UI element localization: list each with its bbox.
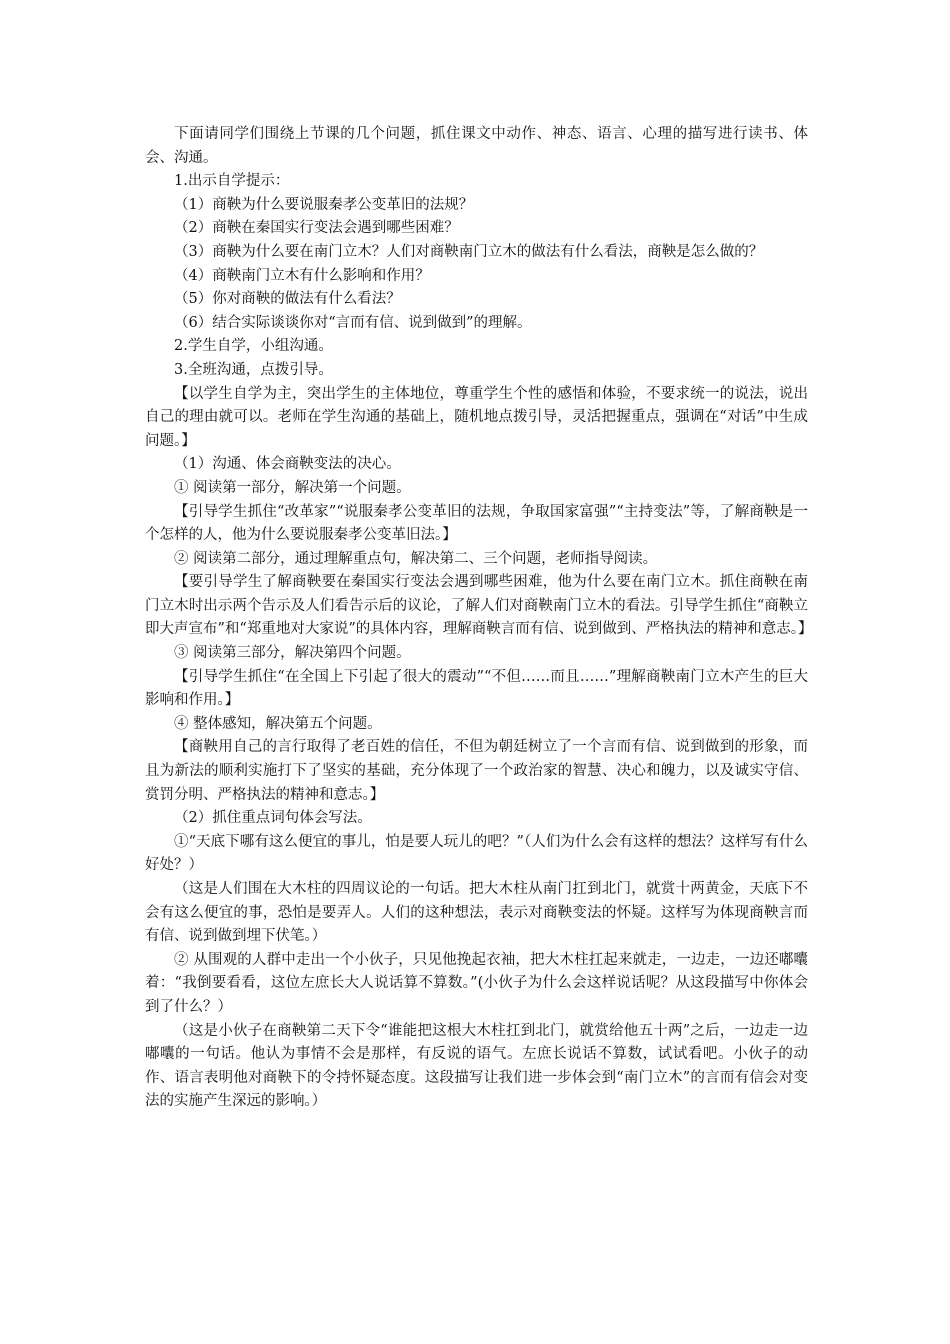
paragraph: ④ 整体感知，解决第五个问题。 bbox=[174, 715, 382, 732]
paragraph: （1）商鞅为什么要说服秦孝公变革旧的法规？ bbox=[174, 196, 474, 213]
paragraph: 【要引导学生了解商鞅要在秦国实行变法会遇到哪些困难，他为什么要在南门立木。抓住商鞅在南门立木时出示两个告示及人们看告示后的议论，了解人们对商鞅南门立木的看法。引导学生抓住“商鞅立即大声宣布”和“郑重地对大家说”的具体内容，理解商鞅言而有信、说到做到、严格执法的精神和意志。】 bbox=[145, 574, 813, 638]
paragraph: （这是小伙子在商鞅第二天下令“谁能把这根大木柱扛到北门，就赏给他五十两”之后，一边走一边嘟囔的一句话。他认为事情不会是那样，有反说的语气。左庶长说话不算数，试试看吧。小伙子的动作、语言表明他对商鞅下的令持怀疑态度。这段描写让我们进一步体会到“南门立木”的言而有信会对变法的实施产生深远的影响。） bbox=[145, 1022, 808, 1110]
paragraph: （2）抓住重点词句体会写法。 bbox=[174, 810, 372, 827]
paragraph: （2）商鞅在秦国实行变法会遇到哪些困难？ bbox=[174, 220, 459, 237]
paragraph: ①“天底下哪有这么便宜的事儿，怕是要人玩儿的吧？”（人们为什么会有这样的想法？这样写有什么好处？） bbox=[145, 833, 808, 874]
paragraph: 【引导学生抓住“改革家”“说服秦孝公变革旧的法规，争取国家富强”“主持变法”等，了解商鞅是一个怎样的人，他为什么要说服秦孝公变革旧法。】 bbox=[145, 503, 808, 544]
paragraph: （1）沟通、体会商鞅变法的决心。 bbox=[174, 456, 401, 473]
paragraph: 1.出示自学提示： bbox=[174, 173, 290, 190]
paragraph: （6）结合实际谈谈你对“言而有信、说到做到”的理解。 bbox=[174, 314, 532, 331]
paragraph: （这是人们围在大木柱的四周议论的一句话。把大木柱从南门扛到北门，就赏十两黄金，天底下不会有这么便宜的事，恐怕是要弄人。人们的这种想法，表示对商鞅变法的怀疑。这样写为体现商鞅言而有信、说到做到埋下伏笔。） bbox=[145, 881, 808, 945]
paragraph: 【以学生自学为主，突出学生的主体地位，尊重学生个性的感悟和体验，不要求统一的说法，说出自己的理由就可以。老师在学生沟通的基础上，随机地点拨引导，灵活把握重点，强调在“对话”中生成问题。】 bbox=[145, 385, 808, 449]
paragraph: （5）你对商鞅的做法有什么看法？ bbox=[174, 291, 401, 308]
paragraph: ① 阅读第一部分，解决第一个问题。 bbox=[174, 479, 411, 496]
paragraph: （4）商鞅南门立木有什么影响和作用？ bbox=[174, 267, 430, 284]
document-body bbox=[145, 123, 813, 1114]
paragraph: 【引导学生抓住“在全国上下引起了很大的震动”“不但……而且……”理解商鞅南门立木产生的巨大影响和作用。】 bbox=[145, 668, 808, 709]
paragraph: 2.学生自学，小组沟通。 bbox=[174, 338, 333, 355]
paragraph: 下面请同学们围绕上节课的几个问题，抓住课文中动作、神态、语言、心理的描写进行读书、体会、沟通。 bbox=[145, 126, 808, 166]
paragraph: 【商鞅用自己的言行取得了老百姓的信任，不但为朝廷树立了一个言而有信、说到做到的形象，而且为新法的顺利实施打下了坚实的基础，充分体现了一个政治家的智慧、决心和魄力，以及诚实守信、赏罚分明、严格执法的精神和意志。】 bbox=[145, 739, 808, 803]
paragraph: ② 阅读第二部分，通过理解重点句，解决第二、三个问题，老师指导阅读。 bbox=[174, 550, 658, 567]
paragraph: ② 从围观的人群中走出一个小伙子，只见他挽起衣袖，把大木柱扛起来就走，一边走，一边还嘟囔着：“我倒要看看，这位左庶长大人说话算不算数。”(小伙子为什么会这样说话呢？从这段描写中你体会到了什么？） bbox=[145, 951, 808, 1015]
paragraph: ③ 阅读第三部分，解决第四个问题。 bbox=[174, 645, 411, 662]
paragraph: （3）商鞅为什么要在南门立木？人们对商鞅南门立木的做法有什么看法，商鞅是怎么做的？ bbox=[174, 243, 764, 260]
paragraph: 3.全班沟通，点拨引导。 bbox=[174, 361, 333, 378]
